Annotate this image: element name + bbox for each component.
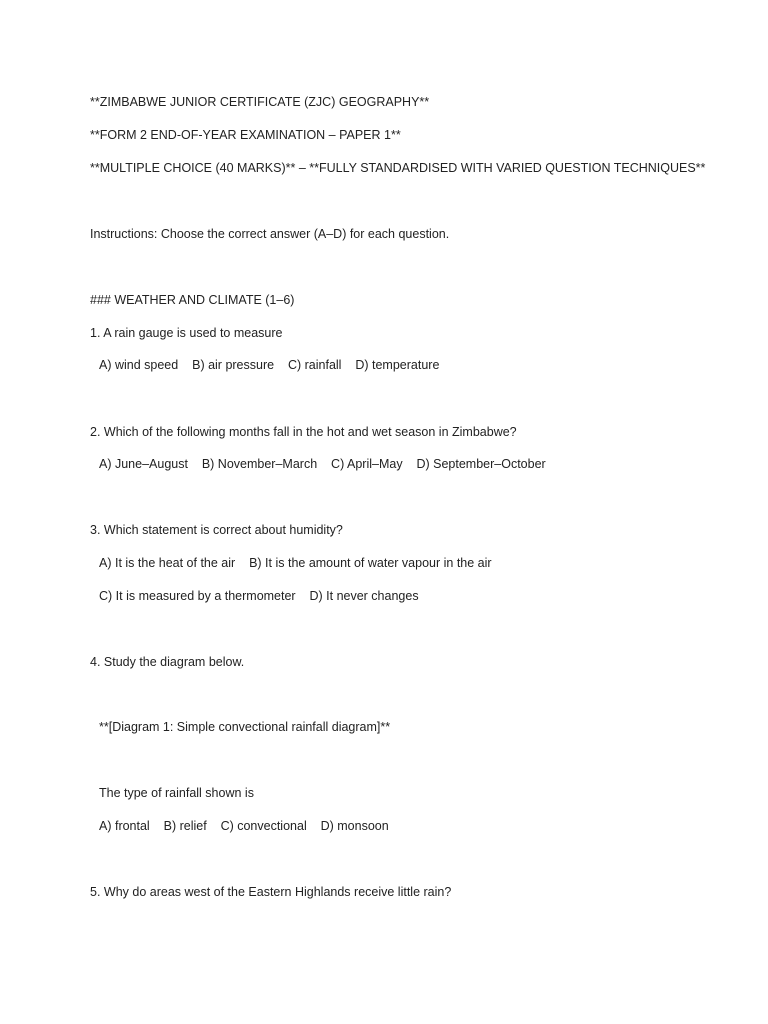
question-2-options: A) June–August B) November–March C) April–May D) September–October bbox=[99, 457, 546, 471]
question-3-options-line-1: A) It is the heat of the air B) It is the amount of water vapour in the air bbox=[99, 556, 492, 570]
question-2-stem: 2. Which of the following months fall in the hot and wet season in Zimbabwe? bbox=[90, 425, 517, 439]
question-4-stem: 4. Study the diagram below. bbox=[90, 655, 245, 669]
paper-info: **MULTIPLE CHOICE (40 MARKS)** – **FULLY STANDARDISED WITH VARIED QUESTION TECHNIQUES** bbox=[90, 161, 706, 175]
question-3-stem: 3. Which statement is correct about humidity? bbox=[90, 523, 343, 537]
exam-subtitle: **FORM 2 END-OF-YEAR EXAMINATION – PAPER 1** bbox=[90, 128, 401, 142]
question-4-options: A) frontal B) relief C) convectional D) monsoon bbox=[99, 819, 389, 833]
exam-title: **ZIMBABWE JUNIOR CERTIFICATE (ZJC) GEOGRAPHY** bbox=[90, 95, 430, 109]
question-1-stem: 1. A rain gauge is used to measure bbox=[90, 326, 283, 340]
section-heading: ### WEATHER AND CLIMATE (1–6) bbox=[90, 293, 295, 307]
instructions: Instructions: Choose the correct answer (A–D) for each question. bbox=[90, 227, 450, 241]
diagram-placeholder: **[Diagram 1: Simple convectional rainfall diagram]** bbox=[99, 720, 391, 734]
question-1-options: A) wind speed B) air pressure C) rainfall D) temperature bbox=[99, 358, 440, 372]
question-3-options-line-2: C) It is measured by a thermometer D) It never changes bbox=[99, 589, 419, 603]
question-4-prompt: The type of rainfall shown is bbox=[99, 786, 254, 800]
question-5-stem: 5. Why do areas west of the Eastern Highlands receive little rain? bbox=[90, 885, 452, 899]
